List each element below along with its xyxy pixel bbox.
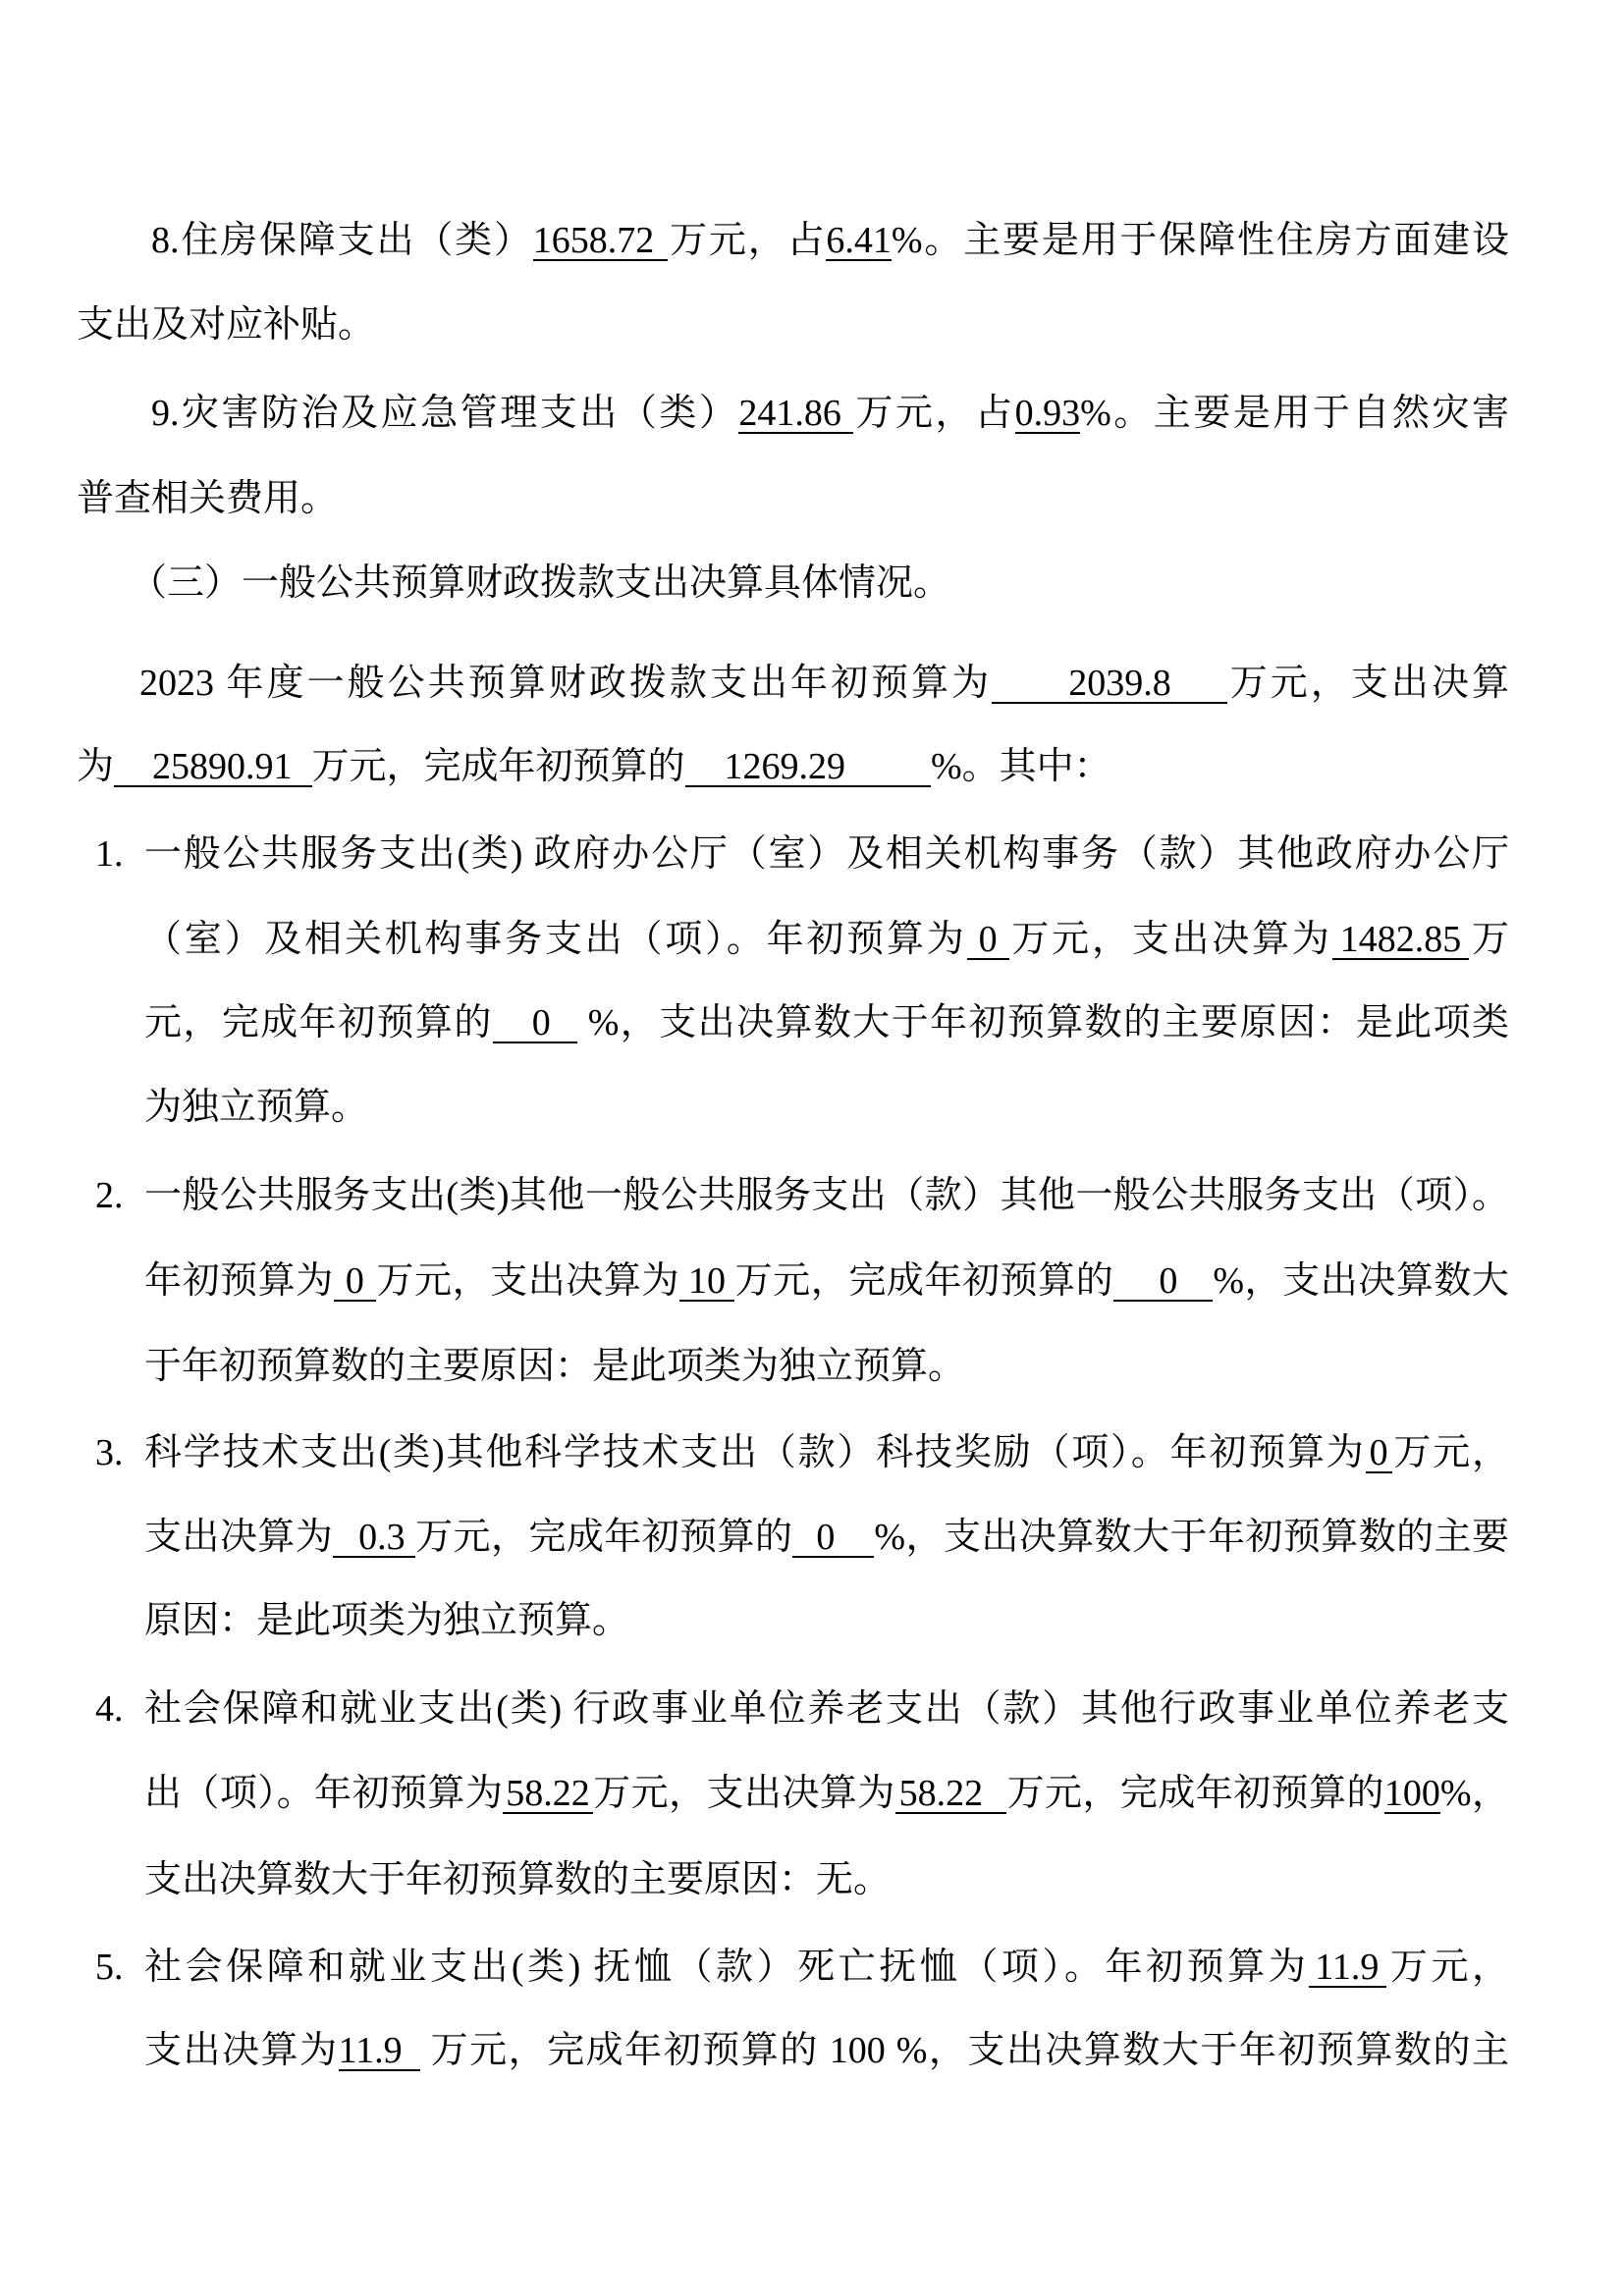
item-4-line-2 [144,1769,1509,1818]
item-1-number: 1. [95,833,124,875]
item-2-text-d: %，支出决算数大 [1213,1260,1509,1302]
item-2-number: 2. [95,1175,124,1216]
item-1-text-e: %，支出决算数大于年初预算数的主要原因：是此项类 [576,1002,1509,1043]
section-heading-text: （三）一般公共预算财政拨款支出决算具体情况。 [130,562,951,604]
item-1-final: 1482.85 [1332,921,1470,960]
item-5-budget: 11.9 [1309,1949,1386,1988]
disaster-continuation: 普查相关费用。 [77,478,339,519]
item-3-text-d: 万元，完成年初预算的 [414,1517,793,1558]
item-3-line-1 [144,1428,1509,1477]
item-4-category: 社会保障和就业支出(类) 行政事业单位养老支出（款）其他行政事业单位养老支 [144,1688,1509,1730]
intro-text-1: 2023 年度一般公共预算财政拨款支出年初预算为 [139,663,993,704]
item-5-rate: 100 [829,2030,886,2071]
disaster-amount: 241.86 [738,395,853,434]
item-4-rate: 100 [1383,1773,1440,1814]
item-2-category: 一般公共服务支出(类)其他一般公共服务支出（款）其他一般公共服务支出（项）。 [144,1175,1509,1216]
intro-text-2: 万元，支出决算 [1226,663,1509,704]
intro-line-2 [77,742,1509,791]
item-1-text-f: 为独立预算。 [144,1087,369,1128]
item-2-line-2 [144,1256,1509,1306]
item-5-text-e: %，支出决算数大于年初预算数的主 [885,2030,1509,2071]
item-5-text-c: 支出决算为 [144,2030,339,2071]
item-2-line-1 [144,1171,1509,1220]
item-3-line-2 [144,1513,1509,1562]
disaster-desc: %。主要是用于自然灾害 [1080,393,1509,434]
housing-security-line-2 [77,300,1509,349]
item-2-text-e: 于年初预算数的主要原因：是此项类为独立预算。 [144,1346,966,1387]
intro-line-1 [139,659,1509,708]
disaster-unit-text: 万元，占 [852,393,1015,434]
item-3-final: 0.3 [333,1519,415,1558]
item-4-text-a: 出（项）。年初预算为 [144,1773,504,1814]
item-2-final: 10 [679,1262,734,1302]
item-4-final: 58.22 [895,1775,1007,1814]
item-5-line-1 [144,1943,1509,1992]
item-3-text-f: 原因：是此项类为独立预算。 [144,1600,630,1641]
item-1-line-3 [144,998,1509,1047]
item-3-text-c: 支出决算为 [144,1517,334,1558]
housing-security-unit-text: 万元，占 [668,220,827,261]
item-4-text-b: 万元，支出决算为 [592,1773,895,1814]
item-3-number: 3. [95,1432,124,1473]
initial-budget-value: 2039.8 [992,665,1227,704]
item-4-budget: 58.22 [503,1775,593,1814]
item-1-line-4 [144,1083,1509,1132]
item-4-line-3 [144,1855,1509,1904]
housing-security-desc: %。主要是用于保障性住房方面建设 [891,220,1509,261]
completion-rate-value: 1269.29 [685,748,932,787]
housing-security-line-1 [151,216,1509,265]
disaster-line-1 [151,389,1509,438]
item-1-category: 一般公共服务支出(类) 政府办公厅（室）及相关机构事务（款）其他政府办公厅 [144,833,1509,875]
item-3-rate: 0 [792,1519,874,1558]
item-3-text-b: 万元， [1391,1432,1509,1473]
item-2-rate: 0 [1113,1262,1213,1302]
intro-text-5: %。其中： [931,746,1111,787]
item-5-final: 11.9 [339,2032,420,2071]
item-3-budget: 0 [1366,1434,1392,1473]
item-4-text-c: 万元，完成年初预算的 [1006,1773,1384,1814]
item-2-text-a: 年初预算为 [144,1260,334,1302]
item-5-text-b: 万元， [1386,1947,1509,1988]
item-3-text-e: %，支出决算数大于年初预算数的主要 [874,1517,1509,1558]
item-1-text-b: 万元，支出决算为 [1008,919,1332,960]
item-1-line-2 [144,915,1509,964]
item-5-line-2 [144,2026,1509,2075]
item-4-number: 4. [95,1688,124,1730]
item-2-line-3 [144,1342,1509,1391]
item-5-text-d: 万元，完成年初预算的 [419,2030,830,2071]
item-2-budget: 0 [334,1262,376,1302]
disaster-label: 9.灾害防治及应急管理支出（类） [151,393,739,434]
item-1-rate: 0 [493,1004,577,1043]
item-5-number: 5. [95,1947,124,1988]
item-4-text-d: %， [1439,1773,1509,1814]
item-1-text-c: 万 [1469,919,1509,960]
disaster-share: 0.93 [1014,393,1081,434]
item-3-text-a: 科学技术支出(类)其他科学技术支出（款）科技奖励（项）。年初预算为 [144,1432,1366,1473]
item-2-text-c: 万元，完成年初预算的 [734,1260,1114,1302]
disaster-line-2 [77,474,1509,523]
item-1-text-a: （室）及相关机构事务支出（项）。年初预算为 [144,919,967,960]
item-1-line-1 [144,829,1509,879]
housing-security-label: 8.住房保障支出（类） [151,220,533,261]
item-4-text-e: 支出决算数大于年初预算数的主要原因：无。 [144,1859,892,1900]
intro-text-4: 万元，完成年初预算的 [311,746,685,787]
housing-security-share: 6.41 [826,220,892,261]
item-5-text-a: 社会保障和就业支出(类) 抚恤（款）死亡抚恤（项）。年初预算为 [144,1947,1310,1988]
final-accounts-value: 25890.91 [114,748,312,787]
item-1-text-d: 元，完成年初预算的 [144,1002,493,1043]
housing-security-continuation: 支出及对应补贴。 [77,304,376,346]
section-heading [130,559,1509,608]
item-1-budget: 0 [967,921,1009,960]
item-2-text-b: 万元，支出决算为 [375,1260,680,1302]
item-4-line-1 [144,1684,1509,1734]
intro-text-3: 为 [77,746,115,787]
item-3-line-3 [144,1596,1509,1645]
housing-security-amount: 1658.72 [533,222,669,261]
